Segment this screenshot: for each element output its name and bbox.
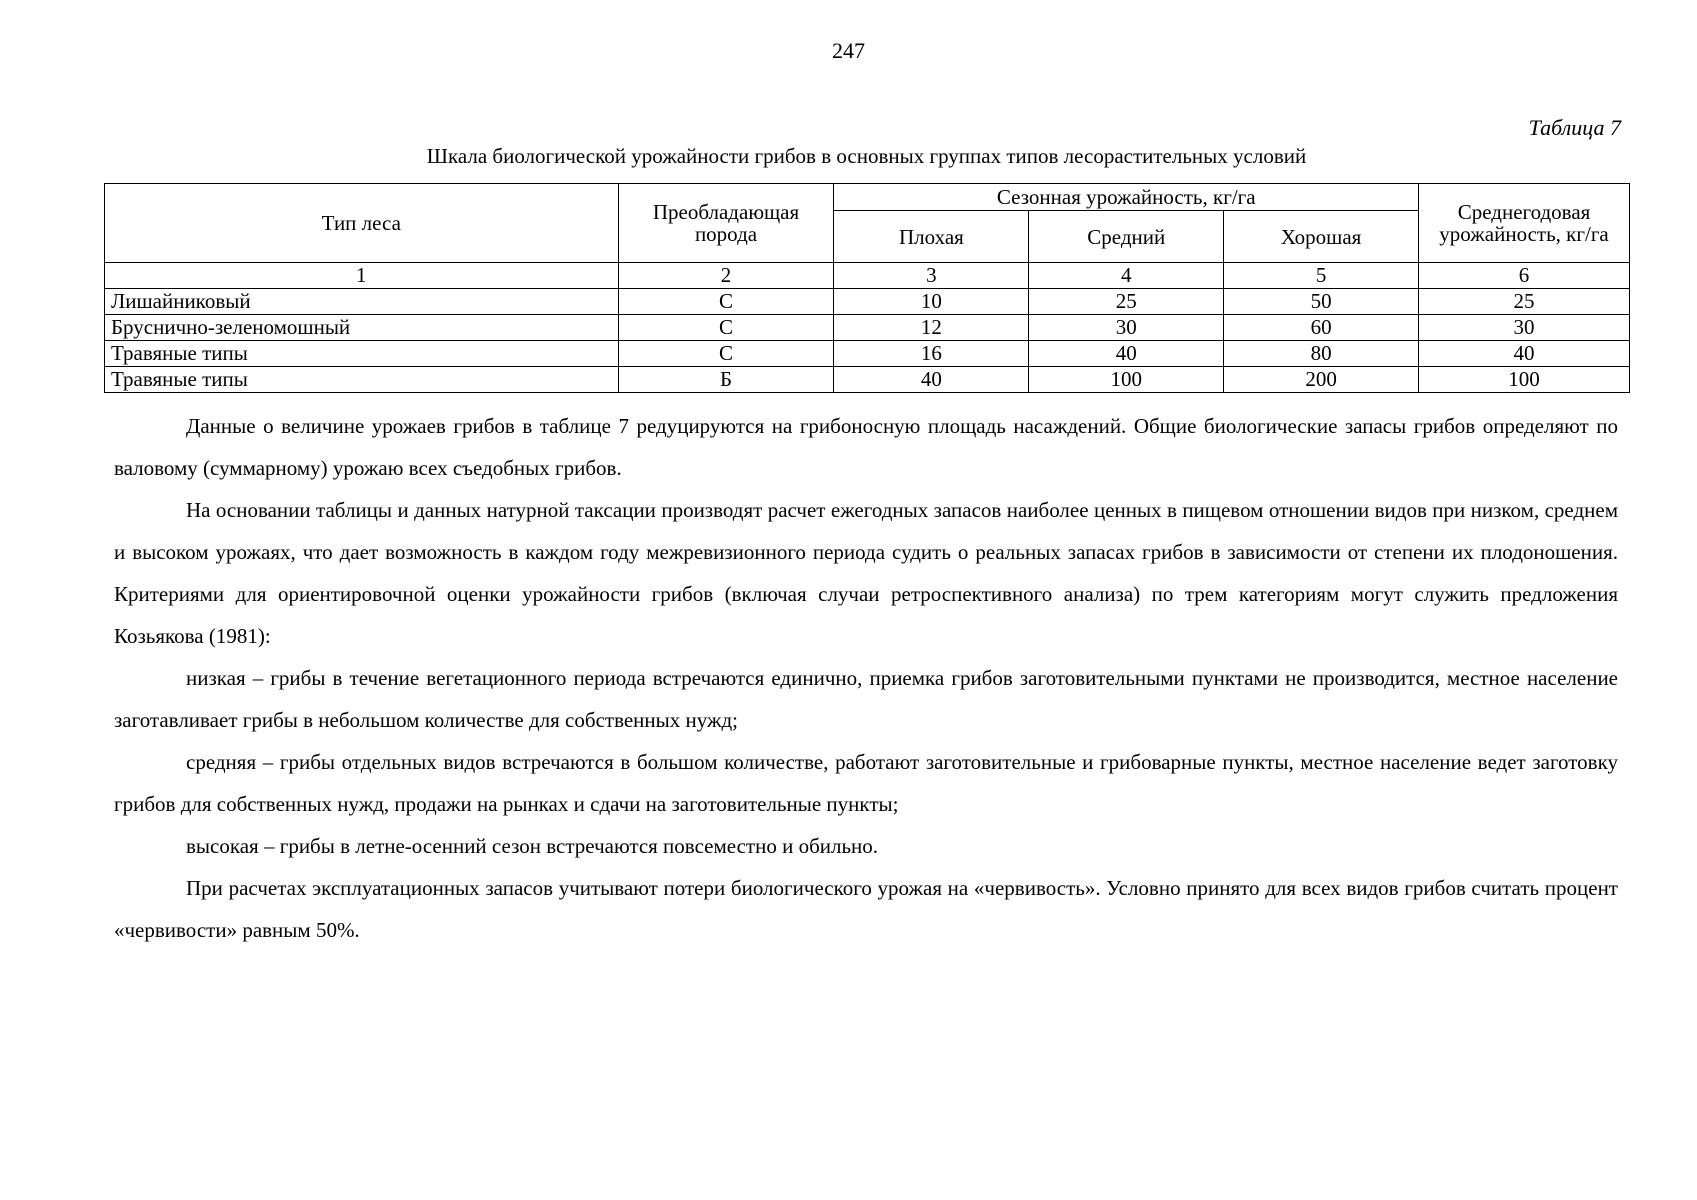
header-medium: Средний — [1029, 211, 1224, 263]
table-row — [105, 289, 1630, 315]
page-number: 247 — [832, 38, 865, 63]
column-number: 3 — [834, 263, 1029, 289]
column-number: 1 — [105, 263, 619, 289]
medium-yield-cell: 25 — [1029, 289, 1224, 315]
column-number: 4 — [1029, 263, 1224, 289]
poor-yield-cell: 12 — [834, 315, 1029, 341]
column-number-row — [105, 263, 1630, 289]
medium-yield-cell: 30 — [1029, 315, 1224, 341]
header-average-annual-yield: Среднегодовая урожайность, кг/га — [1419, 184, 1630, 263]
poor-yield-cell: 40 — [834, 367, 1029, 393]
average-yield-cell: 25 — [1419, 289, 1630, 315]
paragraph: высокая – грибы в летне-осенний сезон встречаются повсеместно и обильно. — [186, 834, 879, 858]
header-poor: Плохая — [834, 211, 1029, 263]
column-number: 2 — [618, 263, 834, 289]
table-label: Таблица 7 — [1528, 115, 1621, 140]
header-dominant-species: Преобладающая порода — [618, 184, 834, 263]
paragraph: Данные о величине урожаев грибов в таблице 7 редуцируются на грибоносную площадь насаждений. Общие биологические запасы грибов определяют по валовому (суммарному) урожаю всех съедобных грибов. — [114, 414, 1618, 480]
forest-type-cell: Травяные типы — [105, 341, 619, 367]
good-yield-cell: 200 — [1224, 367, 1419, 393]
dominant-species-cell: Б — [618, 367, 834, 393]
dominant-species-cell: С — [618, 315, 834, 341]
average-yield-cell: 30 — [1419, 315, 1630, 341]
average-yield-cell: 40 — [1419, 341, 1630, 367]
body-text — [114, 405, 1618, 951]
good-yield-cell: 50 — [1224, 289, 1419, 315]
paragraph: низкая – грибы в течение вегетационного периода встречаются единично, приемка грибов заготовительными пунктами не производится, местное население заготавливает грибы в небольшом количестве для собственных нужд; — [114, 666, 1618, 732]
yield-table — [104, 183, 1630, 393]
header-forest-type: Тип леса — [105, 184, 619, 263]
poor-yield-cell: 10 — [834, 289, 1029, 315]
table-row — [105, 315, 1630, 341]
good-yield-cell: 80 — [1224, 341, 1419, 367]
dominant-species-cell: С — [618, 289, 834, 315]
header-good: Хорошая — [1224, 211, 1419, 263]
table-row — [105, 341, 1630, 367]
header-seasonal-yield: Сезонная урожайность, кг/га — [834, 184, 1419, 211]
average-yield-cell: 100 — [1419, 367, 1630, 393]
table-row — [105, 367, 1630, 393]
dominant-species-cell: С — [618, 341, 834, 367]
paragraph: средняя – грибы отдельных видов встречаются в большом количестве, работают заготовительные и грибоварные пункты, местное население ведет заготовку грибов для собственных нужд, продажи на рынках и сдачи на заготовительные пункты; — [114, 750, 1618, 816]
good-yield-cell: 60 — [1224, 315, 1419, 341]
paragraph: На основании таблицы и данных натурной таксации производят расчет ежегодных запасов наиболее ценных в пищевом отношении видов при низком, среднем и высоком урожаях, что дает возможность в каждом году межревизионного периода судить о реальных запасах грибов в зависимости от степени их плодоношения. Критериями для ориентировочной оценки урожайности грибов (включая случаи ретроспективного анализа) по трем категориям могут служить предложения Козьякова (1981): — [114, 498, 1618, 648]
poor-yield-cell: 16 — [834, 341, 1029, 367]
forest-type-cell: Бруснично-зеленомошный — [105, 315, 619, 341]
medium-yield-cell: 100 — [1029, 367, 1224, 393]
medium-yield-cell: 40 — [1029, 341, 1224, 367]
paragraph: При расчетах эксплуатационных запасов учитывают потери биологического урожая на «червивость». Условно принято для всех видов грибов считать процент «червивости» равным 50%. — [114, 876, 1618, 942]
table-title: Шкала биологической урожайности грибов в основных группах типов лесорастительных условий — [426, 144, 1307, 168]
forest-type-cell: Лишайниковый — [105, 289, 619, 315]
column-number: 6 — [1419, 263, 1630, 289]
column-number: 5 — [1224, 263, 1419, 289]
table-header-row — [105, 184, 1630, 211]
forest-type-cell: Травяные типы — [105, 367, 619, 393]
